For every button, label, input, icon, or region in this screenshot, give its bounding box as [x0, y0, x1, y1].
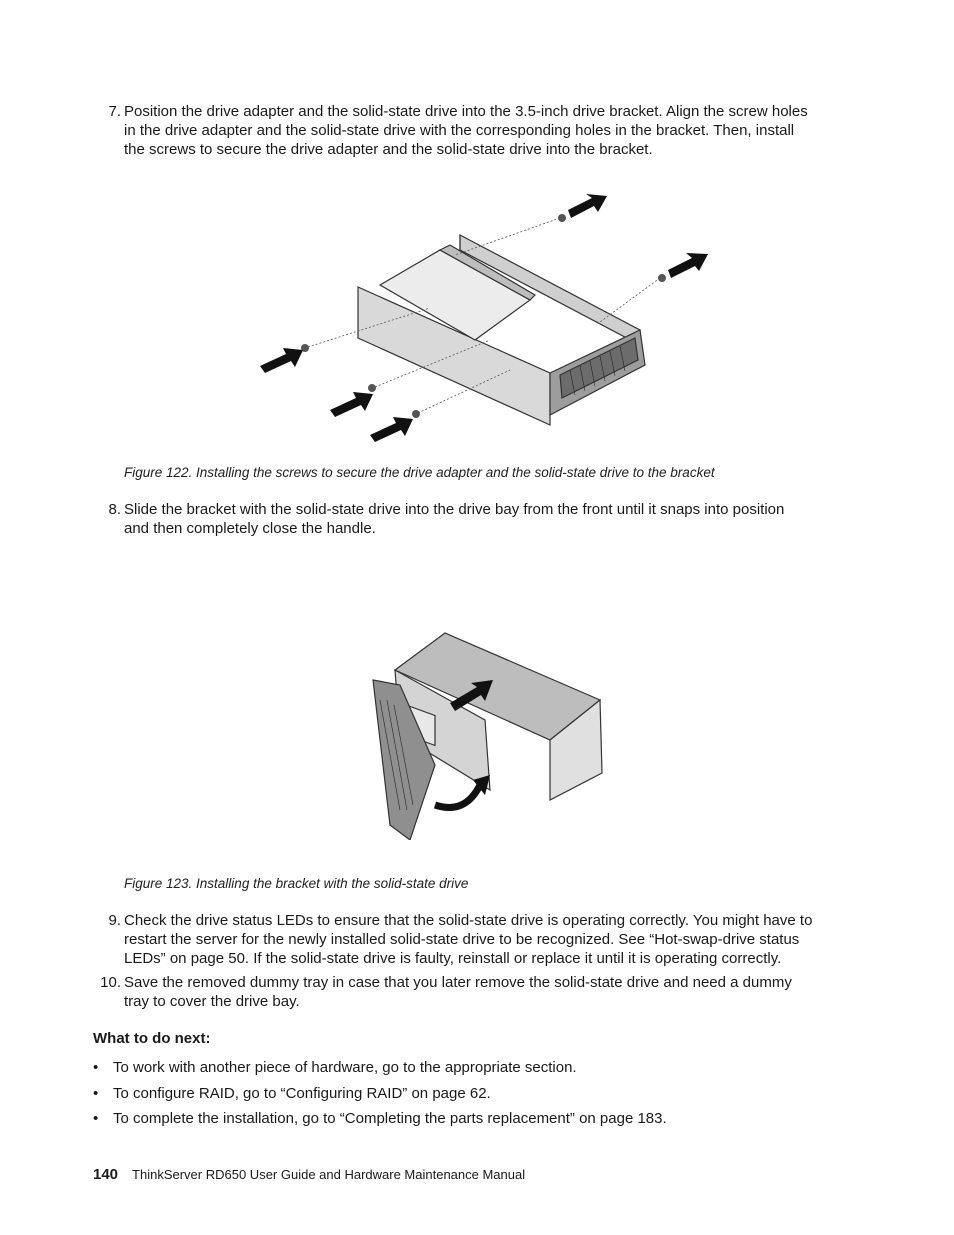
- step-line: Position the drive adapter and the solid-state drive into the 3.5-inch drive bracket. Align the screw holes: [124, 103, 808, 120]
- step-line: in the drive adapter and the solid-state drive with the corresponding holes in the bracket. Then, install: [124, 122, 795, 139]
- step-number: 9.: [108, 912, 121, 929]
- step-number: 8.: [108, 501, 121, 518]
- step-number: 10.: [100, 974, 121, 991]
- page-footer: [93, 1166, 525, 1183]
- step-line: and then completely close the handle.: [124, 520, 376, 537]
- bullet-icon: •: [93, 1059, 99, 1076]
- list-item-text: To complete the installation, go to “Completing the parts replacement” on page 183.: [113, 1110, 667, 1127]
- step-line: restart the server for the newly installed solid-state drive to be recognized. See “Hot-swap-drive status: [124, 931, 800, 948]
- bullet-icon: •: [93, 1085, 99, 1102]
- page-number: 140: [93, 1166, 119, 1183]
- step-line: tray to cover the drive bay.: [124, 993, 300, 1010]
- list-item-text: To configure RAID, go to “Configuring RAID” on page 62.: [113, 1085, 491, 1102]
- step-line: Check the drive status LEDs to ensure that the solid-state drive is operating correctly. You might have to: [124, 912, 813, 929]
- figure-122-illustration: [250, 190, 730, 450]
- step-line: Save the removed dummy tray in case that you later remove the solid-state drive and need a dummy: [124, 974, 792, 991]
- step-line: Slide the bracket with the solid-state drive into the drive bay from the front until it snaps into position: [124, 501, 785, 518]
- list-item-text: To work with another piece of hardware, go to the appropriate section.: [113, 1059, 577, 1076]
- figure-123-illustration: [365, 625, 615, 840]
- step-line: the screws to secure the drive adapter and the solid-state drive into the bracket.: [124, 141, 653, 158]
- manual-title: ThinkServer RD650 User Guide and Hardware Maintenance Manual: [132, 1167, 526, 1182]
- step-number: 7.: [108, 103, 121, 120]
- bullet-icon: •: [93, 1110, 99, 1127]
- figure-122-caption: Figure 122. Installing the screws to secure the drive adapter and the solid-state drive to the bracket: [124, 465, 715, 480]
- figure-123-caption: Figure 123. Installing the bracket with the solid-state drive: [124, 876, 469, 891]
- what-to-do-next-heading: What to do next:: [93, 1030, 211, 1047]
- step-line: LEDs” on page 50. If the solid-state drive is faulty, reinstall or replace it until it is operating correctly.: [124, 950, 782, 967]
